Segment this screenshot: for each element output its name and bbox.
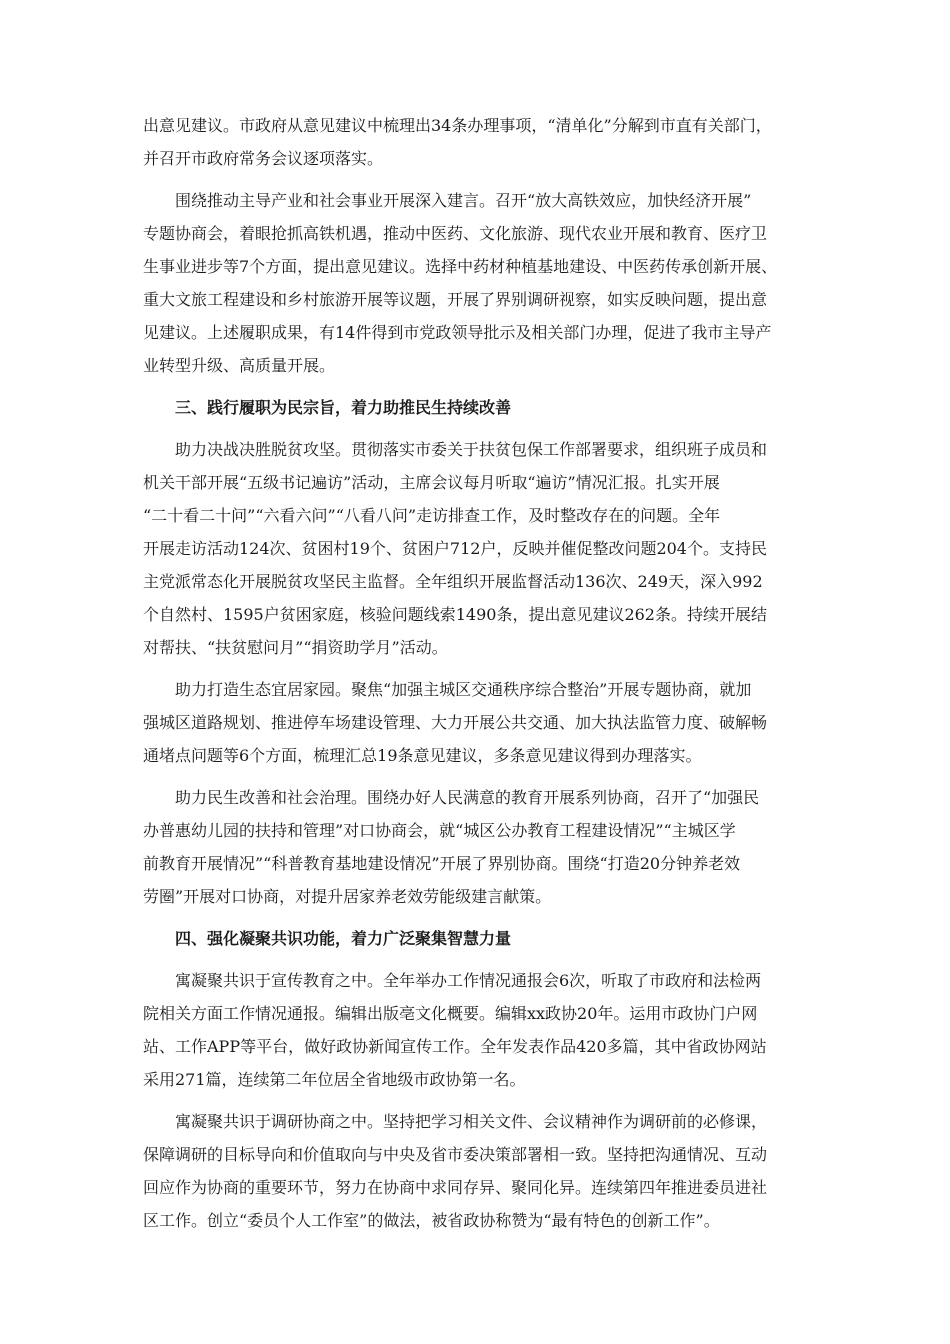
text-line: 三、践行履职为民宗旨，着力助推民生持续改善 xyxy=(175,398,512,417)
text-line: 业转型升级、高质量开展。 xyxy=(143,356,336,375)
text-line: 助力打造生态宜居家园。聚焦“加强主城区交通秩序综合整治”开展专题协商，就加 xyxy=(175,680,752,699)
text-line: 前教育开展情况”“科普教育基地建设情况”开展了界别协商。围绕“打造20分钟养老效 xyxy=(143,854,741,873)
document-body xyxy=(143,109,815,1246)
text-line: 开展走访活动124次、贫困村19个、贫困户712户，反映并催促整改问题204个。支持民 xyxy=(143,539,767,558)
text-line: 四、强化凝聚共识功能，着力广泛聚集智慧力量 xyxy=(175,929,512,948)
text-line: 通堵点问题等6个方面，梳理汇总19条意见建议，多条意见建议得到办理落实。 xyxy=(143,746,702,765)
text-line: 个自然村、1595户贫困家庭，核验问题线索1490条，提出意见建议262条。持续开展结 xyxy=(143,605,767,624)
text-line: 寓凝聚共识于宣传教育之中。全年举办工作情况通报会6次，听取了市政府和法检两 xyxy=(175,971,762,990)
text-line: 寓凝聚共识于调研协商之中。坚持把学习相关文件、会议精神作为调研前的必修课， xyxy=(175,1112,768,1131)
text-line: 回应作为协商的重要环节，努力在协商中求同存异、聚同化异。连续第四年推进委员进社 xyxy=(143,1178,768,1197)
text-line: 专题协商会，着眼抢抓高铁机遇，推动中医药、文化旅游、现代农业开展和教育、医疗卫 xyxy=(143,224,768,243)
text-line: 重大文旅工程建设和乡村旅游开展等议题，开展了界别调研视察，如实反映问题，提出意 xyxy=(143,290,768,309)
text-line: 主党派常态化开展脱贫攻坚民主监督。全年组织开展监督活动136次、249天，深入992 xyxy=(143,572,763,591)
text-line: 围绕推动主导产业和社会事业开展深入建言。召开“放大高铁效应，加快经济开展” xyxy=(175,191,752,210)
paragraph xyxy=(143,109,815,175)
text-line: 机关干部开展“五级书记遍访”活动，主席会议每月听取“遍访”情况汇报。扎实开展 xyxy=(143,473,720,492)
text-line: 对帮扶、“扶贫慰问月”“捐资助学月”活动。 xyxy=(143,638,448,657)
text-line: 区工作。创立“委员个人工作室”的做法，被省政协称赞为“最有特色的创新工作”。 xyxy=(143,1211,720,1230)
text-line: 劳圈”开展对口协商，对提升居家养老效劳能级建言献策。 xyxy=(143,887,552,906)
paragraph xyxy=(143,781,815,913)
paragraph xyxy=(143,964,815,1096)
text-line: 保障调研的目标导向和价值取向与中央及省市委决策部署相一致。坚持把沟通情况、互动 xyxy=(143,1145,768,1164)
paragraph xyxy=(143,1105,815,1237)
text-line: 并召开市政府常务会议逐项落实。 xyxy=(143,149,384,168)
section-heading xyxy=(143,922,815,955)
text-line: 生事业进步等7个方面，提出意见建议。选择中药材种植基地建设、中医药传承创新开展、 xyxy=(143,257,778,276)
paragraph xyxy=(143,433,815,664)
text-line: 见建议。上述履职成果，有14件得到市党政领导批示及相关部门办理，促进了我市主导产 xyxy=(143,323,772,342)
text-line: 院相关方面工作情况通报。编辑出版亳文化概要。编辑xx政协20年。运用市政协门户网 xyxy=(143,1004,758,1023)
text-line: “二十看二十问”“六看六问”“八看八问”走访排查工作，及时整改存在的问题。全年 xyxy=(143,506,721,525)
paragraph xyxy=(143,673,815,772)
text-line: 办普惠幼儿园的扶持和管理”对口协商会，就“城区公办教育工程建设情况”“主城区学 xyxy=(143,821,736,840)
text-line: 出意见建议。市政府从意见建议中梳理出34条办理事项，“清单化”分解到市直有关部门， xyxy=(143,116,772,135)
text-line: 助力民生改善和社会治理。围绕办好人民满意的教育开展系列协商，召开了“加强民 xyxy=(175,788,760,807)
paragraph xyxy=(143,184,815,382)
text-line: 采用271篇，连续第二年位居全省地级市政协第一名。 xyxy=(143,1070,526,1089)
text-line: 站、工作APP等平台，做好政协新闻宣传工作。全年发表作品420多篇，其中省政协网站 xyxy=(143,1037,767,1056)
text-line: 强城区道路规划、推进停车场建设管理、大力开展公共交通、加大执法监管力度、破解畅 xyxy=(143,713,768,732)
section-heading xyxy=(143,391,815,424)
text-line: 助力决战决胜脱贫攻坚。贯彻落实市委关于扶贫包保工作部署要求，组织班子成员和 xyxy=(175,440,768,459)
